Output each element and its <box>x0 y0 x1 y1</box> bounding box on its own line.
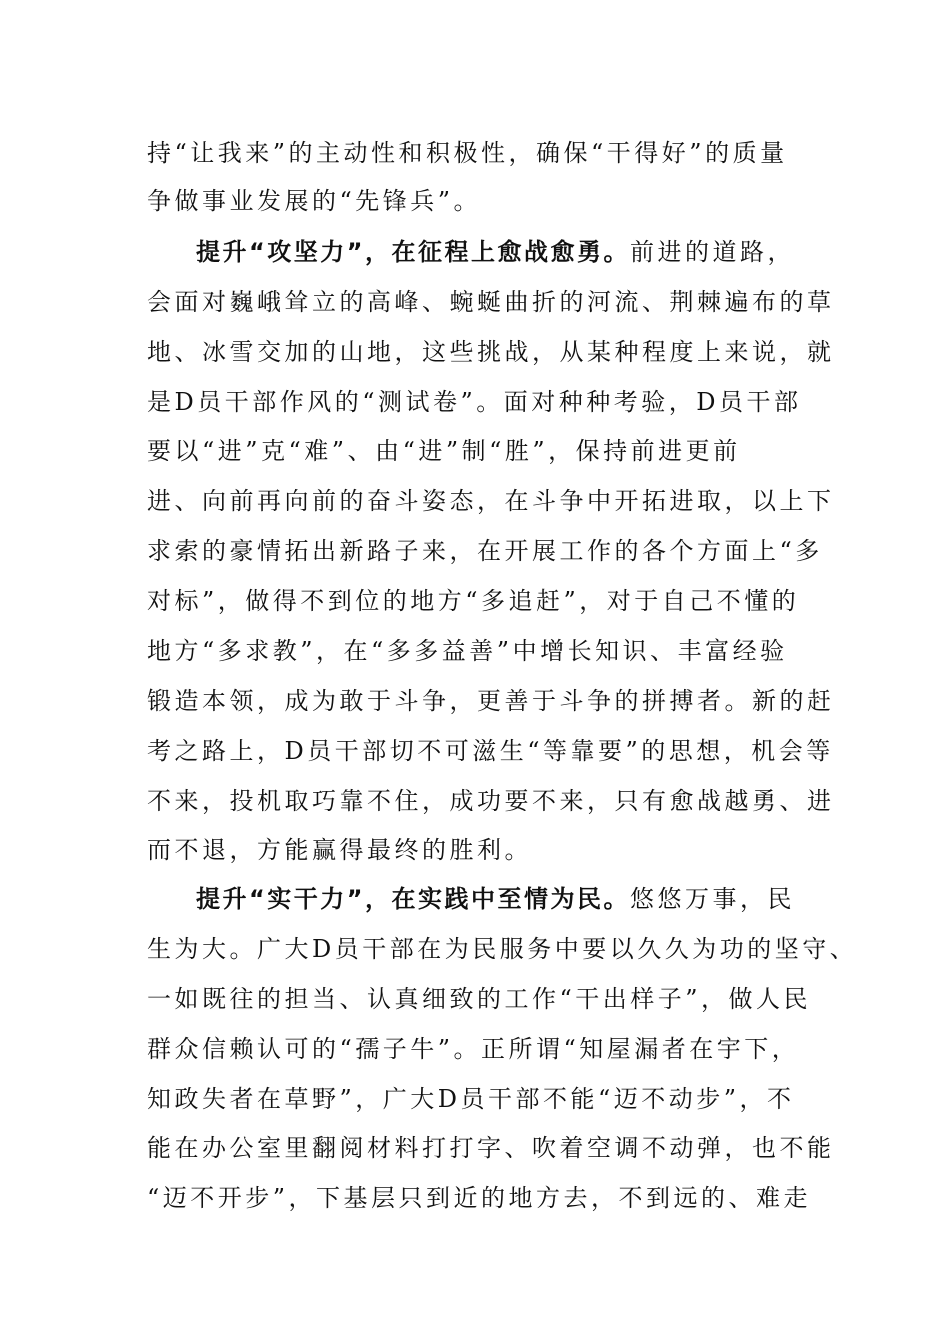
paragraph-lead-text: 前进的道路， <box>630 238 796 266</box>
text-line: 持“让我来”的主动性和积极性，确保“干得好”的质量 <box>147 139 788 167</box>
text-line: 能在办公室里翻阅材料打打字、吹着空调不动弹，也不能 <box>147 1134 835 1162</box>
paragraph-lead-text: 悠悠万事，民 <box>630 885 796 913</box>
text-line: 地、冰雪交加的山地，这些挑战，从某种程度上来说，就 <box>147 338 835 366</box>
text-line: 知政失者在草野”，广大D员干部不能“迈不动步”，不 <box>147 1085 795 1113</box>
text-line: 对标”，做得不到位的地方“多追赶”，对于自己不懂的 <box>147 587 800 615</box>
text-line: “迈不开步”，下基层只到近的地方去，不到远的、难走 <box>147 1184 812 1212</box>
text-line: 是D员干部作风的“测试卷”。面对种种考验，D员干部 <box>147 388 802 416</box>
text-line: 考之路上，D员干部切不可滋生“等靠要”的思想，机会等 <box>147 737 834 765</box>
text-line: 要以“进”克“难”、由“进”制“胜”，保持前进更前 <box>147 437 741 465</box>
text-line: 争做事业发展的“先锋兵”。 <box>147 187 482 215</box>
paragraph-first-line <box>196 879 795 919</box>
paragraph-heading: 提升“攻坚力”，在征程上愈战愈勇。 <box>196 238 631 266</box>
text-line: 生为大。广大D员干部在为民服务中要以久久为功的坚守、 <box>147 935 858 963</box>
text-line: 地方“多求教”，在“多多益善”中增长知识、丰富经验 <box>147 637 788 665</box>
text-line: 而不退，方能赢得最终的胜利。 <box>147 836 532 864</box>
text-line: 群众信赖认可的“孺子牛”。正所谓“知屋漏者在宇下， <box>147 1035 800 1063</box>
text-line: 会面对巍峨耸立的高峰、蜿蜒曲折的河流、荆棘遍布的草 <box>147 288 835 316</box>
text-line: 一如既往的担当、认真细致的工作“干出样子”，做人民 <box>147 985 812 1013</box>
text-line: 不来，投机取巧靠不住，成功要不来，只有愈战越勇、进 <box>147 787 835 815</box>
paragraph-heading: 提升“实干力”，在实践中至情为民。 <box>196 885 631 913</box>
text-line: 锻造本领，成为敢于斗争，更善于斗争的拼搏者。新的赶 <box>147 687 835 715</box>
paragraph-first-line <box>196 232 795 272</box>
text-line: 进、向前再向前的奋斗姿态，在斗争中开拓进取，以上下 <box>147 487 835 515</box>
text-line: 求索的豪情拓出新路子来，在开展工作的各个方面上“多 <box>147 537 823 565</box>
